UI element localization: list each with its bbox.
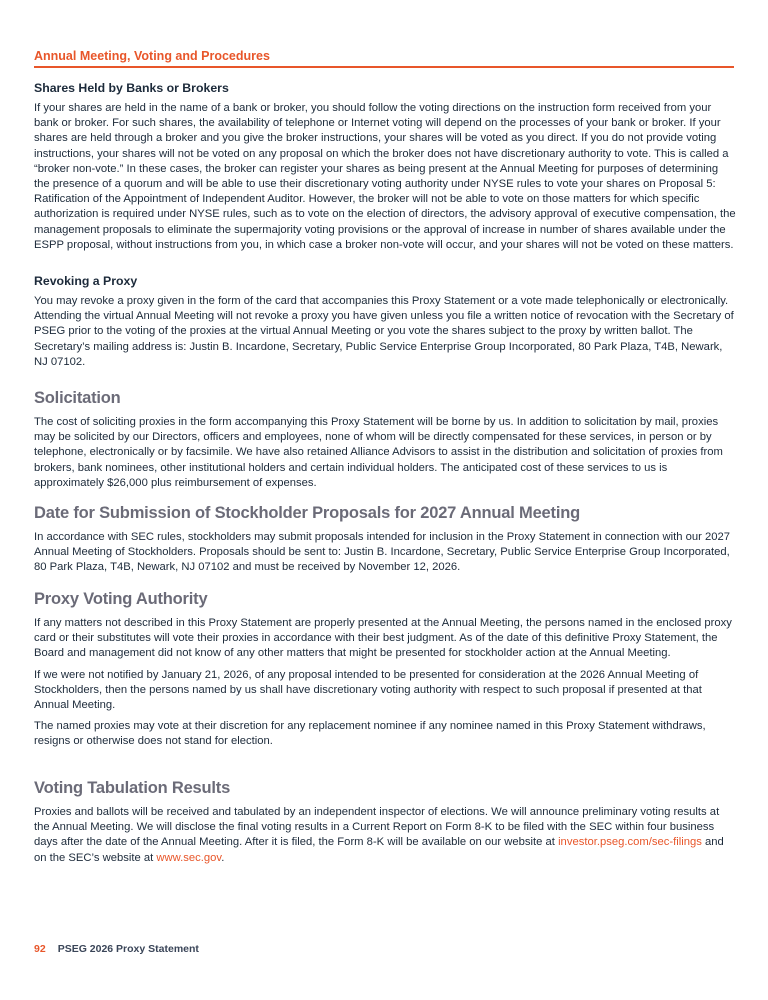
section-proposals bbox=[34, 504, 736, 576]
paragraph-text: Proxies and ballots will be received and tabulated by an independent inspector of elections. We will announce preliminary voting results at the Annual Meeting. We will disclose the final voting results in a Current Report on Form 8-K to be filed with the SEC within four business days after the date of the Annual Meeting. After it is filed, the Form 8-K will be available on our website at bbox=[34, 806, 720, 849]
paragraph: If we were not notified by January 21, 2026, of any proposal intended to be presented for consideration at the 2026 Annual Meeting of Stockholders, then the persons named by us shall have discretionary voting authority with respect to such proposal if presented at that Annual Meeting. bbox=[34, 668, 702, 712]
paragraph-text: . bbox=[221, 851, 225, 864]
subheading: Shares Held by Banks or Brokers bbox=[34, 81, 229, 95]
section-heading: Solicitation bbox=[34, 389, 121, 407]
paragraph: You may revoke a proxy given in the form of the card that accompanies this Proxy Statement or a vote made telephonically or electronically. Attending the virtual Annual Meeting will not revoke a proxy you have given unless you file a written notice of revocation with the Secretary of PSEG prior to the voting of the proxies at the virtual Annual Meeting or you vote the shares subject to the proxy by written ballot. The Secretary’s mailing address is: Justin B. Incardone, Secretary, Public Service Enterprise Group Incorporated, 80 Park Plaza, T4B, Newark, NJ 07102. bbox=[34, 295, 734, 368]
paragraph: In accordance with SEC rules, stockholders may submit proposals intended for inclusion in the Proxy Statement in connection with our 2027 Annual Meeting of Stockholders. Proposals should be sent to: Justin B. Incardone, Secretary, Public Service Enterprise Group Incorporated, 80 Park Plaza, T4B, Newark, NJ 07102 and must be received by November 12, 2026. bbox=[34, 531, 730, 574]
running-header: Annual Meeting, Voting and Procedures bbox=[34, 49, 270, 63]
section-heading: Voting Tabulation Results bbox=[34, 779, 231, 797]
section-tabulation bbox=[34, 779, 736, 866]
page-number: 92 bbox=[34, 943, 46, 955]
subheading: Revoking a Proxy bbox=[34, 274, 138, 288]
footer-title: PSEG 2026 Proxy Statement bbox=[57, 943, 199, 955]
paragraph-text: and on the SEC’s website at bbox=[34, 836, 724, 864]
footer bbox=[34, 943, 199, 955]
section-revoking bbox=[34, 274, 736, 370]
paragraph bbox=[34, 805, 736, 866]
paragraph: The named proxies may vote at their discretion for any replacement nominee if any nominee named in this Proxy Statement withdraws, resigns or otherwise does not stand for election. bbox=[34, 720, 706, 748]
paragraph: The cost of soliciting proxies in the form accompanying this Proxy Statement will be borne by us. In addition to solicitation by mail, proxies may be solicited by our Directors, officers and employees, none of whom will be directly compensated for these services, in person or by telephone, electronically or by facsimile. We have also retained Alliance Advisors to assist in the distribution and solicitation of proxies from brokers, bank nominees, other institutional holders and certain individual holders. The anticipated cost of these services to us is approximately $26,000 plus reimbursement of expenses. bbox=[34, 416, 723, 489]
section-banks bbox=[34, 81, 736, 253]
sec-link[interactable]: www.sec.gov bbox=[156, 851, 222, 864]
section-solicitation bbox=[34, 389, 736, 491]
section-heading: Proxy Voting Authority bbox=[34, 590, 208, 608]
investor-link[interactable]: investor.pseg.com/sec-filings bbox=[558, 836, 702, 849]
paragraph: If any matters not described in this Proxy Statement are properly presented at the Annual Meeting, the persons named in the enclosed proxy card or their substitutes will vote their proxies in accordance with their best judgment. As of the date of this definitive Proxy Statement, the Board and management did not know of any other matters that might be presented for stockholder action at the Annual Meeting. bbox=[34, 617, 732, 660]
paragraph: If your shares are held in the name of a bank or broker, you should follow the voting directions on the instruction form received from your bank or broker. For such shares, the availability of telephone or Internet voting will depend on the processes of your bank or broker. If your shares are held through a broker and you give the broker instructions, your shares will be voted as you direct. If you do not provide voting instructions, your shares will not be voted on any proposal on which the broker does not have discretionary authority to vote. This is called a “broker non-vote.” In these cases, the broker can register your shares as being present at the Annual Meeting for purposes of determining the presence of a quorum and will be able to use their discretionary voting authority under NYSE rules to vote your shares on Proposal 5: Ratification of the Appointment of Independent Auditor. However, the broker will not be able to vote on those matters for which specific authorization is required under NYSE rules, such as to vote on the election of directors, the advisory approval of executive compensation, the management proposals to eliminate the supermajority voting provisions or the approval of increase in number of shares available under the ESPP proposal, without instructions from you, in which case a broker non-vote will occur, and your shares will not be voted on these matters. bbox=[34, 102, 736, 251]
section-authority bbox=[34, 590, 736, 750]
section-heading: Date for Submission of Stockholder Proposals for 2027 Annual Meeting bbox=[34, 504, 580, 522]
header-rule bbox=[34, 66, 734, 68]
